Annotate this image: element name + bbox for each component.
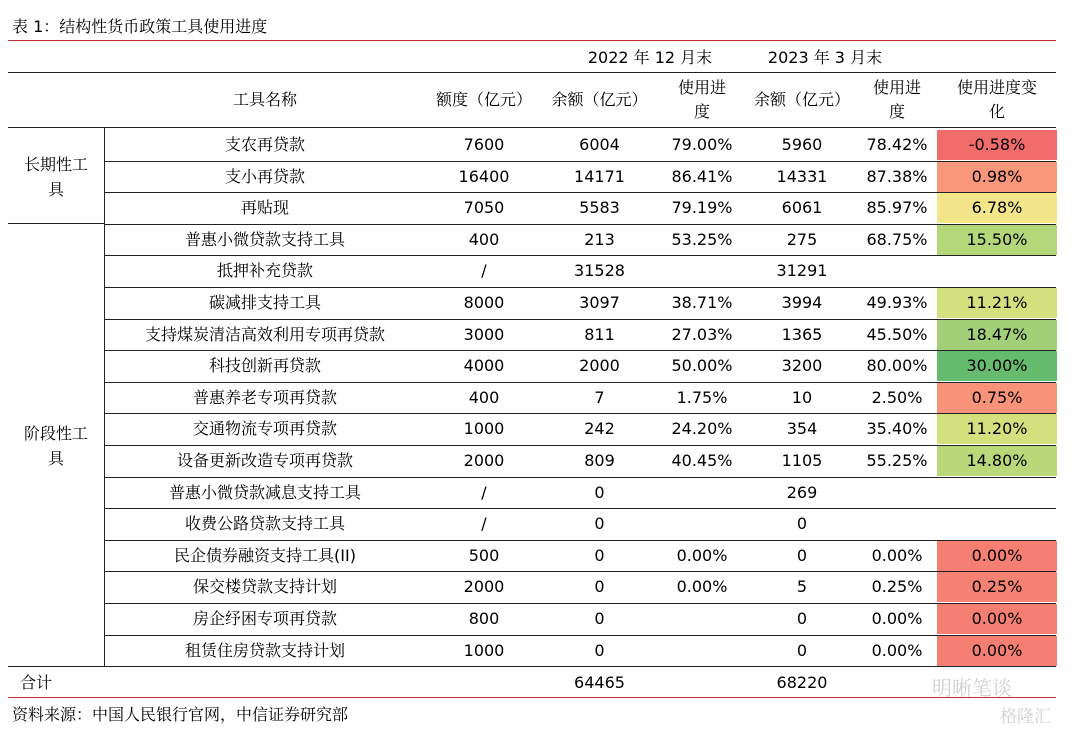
row-progress-2022: 53.25% — [671, 229, 733, 249]
row-progress-2023: 0.00% — [871, 640, 923, 660]
row-change-cell: 30.00% — [937, 351, 1057, 381]
row-name: 普惠小微贷款支持工具 — [184, 229, 345, 249]
row-quota: 8000 — [463, 293, 505, 312]
row-quota: 7050 — [463, 198, 505, 218]
row-balance-2023: 6061 — [781, 198, 823, 218]
col-prog1-header-a: 使用进 — [677, 78, 726, 97]
row-quota: 800 — [468, 609, 500, 628]
row-progress-2022: 27.03% — [671, 324, 733, 344]
row-progress-2023: 0.25% — [871, 577, 923, 597]
row-name: 支持煤炭清洁高效利用专项再贷款 — [144, 324, 385, 344]
row-change-cell: 11.21% — [937, 288, 1057, 318]
watermark-mingxi: 明晰笔谈 — [932, 676, 1012, 700]
row-balance-2022: 6004 — [579, 135, 620, 154]
row-separator — [104, 161, 1056, 162]
row-separator — [104, 382, 1056, 383]
source-note: 资料来源：中国人民银行官网，中信证券研究部 — [12, 705, 349, 724]
row-balance-2023: 1365 — [781, 324, 823, 344]
row-separator — [104, 350, 1056, 351]
row-balance-2023: 0 — [796, 545, 808, 565]
row-progress-2022: 86.41% — [671, 166, 733, 186]
row-name: 设备更新改造专项再贷款 — [176, 451, 353, 470]
row-separator — [104, 192, 1056, 193]
row-balance-2022: 3097 — [579, 293, 620, 312]
row-change-cell: 0.00% — [937, 541, 1057, 571]
row-balance-2023: 10 — [791, 387, 813, 407]
row-balance-2023: 1105 — [781, 451, 823, 470]
row-quota: / — [481, 514, 487, 534]
row-progress-2022: 79.19% — [671, 198, 733, 218]
row-progress-2022: 0.00% — [676, 577, 728, 597]
row-balance-2022: 0 — [594, 545, 605, 565]
row-balance-2022: 242 — [584, 419, 615, 439]
row-quota: 2000 — [463, 577, 505, 597]
row-progress-2023: 35.40% — [866, 419, 928, 439]
group-phased-label-b: 具 — [47, 449, 64, 468]
row-quota: 16400 — [458, 166, 510, 186]
row-balance-2023: 0 — [796, 514, 808, 534]
row-separator — [104, 224, 1056, 225]
row-progress-2023: 45.50% — [866, 324, 928, 344]
row-name: 科技创新再贷款 — [208, 356, 321, 376]
row-name: 房企纾困专项再贷款 — [192, 609, 337, 628]
row-balance-2023: 0 — [796, 640, 808, 660]
row-quota: 3000 — [463, 324, 505, 344]
row-quota: / — [481, 261, 487, 281]
row-balance-2022: 213 — [584, 229, 615, 249]
row-progress-2022: 1.75% — [676, 387, 728, 407]
row-change-cell: 0.00% — [937, 604, 1057, 634]
group-phased-label-a: 阶段性工 — [23, 424, 88, 443]
row-separator — [104, 255, 1056, 256]
row-progress-2023: 0.00% — [871, 609, 923, 628]
row-balance-2022: 14171 — [574, 166, 625, 186]
row-balance-2023: 0 — [796, 609, 808, 628]
row-balance-2022: 811 — [584, 324, 615, 344]
row-separator — [104, 413, 1056, 414]
row-change-cell: 0.98% — [937, 162, 1057, 192]
group-long-term-label-a: 长期性工 — [23, 155, 88, 174]
row-separator — [104, 603, 1056, 604]
row-name: 民企债券融资支持工具(II) — [174, 545, 356, 565]
row-change-cell: -0.58% — [937, 130, 1057, 160]
total-bal2: 68220 — [776, 673, 828, 692]
row-quota: 400 — [468, 229, 500, 249]
row-balance-2023: 5 — [796, 577, 808, 597]
row-progress-2023: 2.50% — [871, 387, 923, 407]
row-balance-2022: 0 — [594, 609, 605, 628]
col-quota-header: 额度（亿元） — [435, 90, 532, 109]
row-balance-2023: 5960 — [781, 135, 823, 154]
col-name-header: 工具名称 — [232, 90, 297, 109]
row-balance-2023: 354 — [786, 419, 818, 439]
row-balance-2023: 3994 — [781, 293, 823, 312]
row-progress-2023: 55.25% — [866, 451, 928, 470]
row-progress-2022: 38.71% — [671, 293, 733, 312]
row-balance-2022: 2000 — [579, 356, 620, 376]
row-name: 抵押补充贷款 — [216, 261, 313, 281]
row-balance-2022: 0 — [594, 640, 605, 660]
row-separator — [104, 477, 1056, 478]
header-rule — [8, 72, 1056, 73]
row-separator — [104, 508, 1056, 509]
row-change-cell: 18.47% — [937, 320, 1057, 350]
row-quota: 4000 — [463, 356, 505, 376]
col-prog2-header-b: 度 — [888, 102, 905, 121]
row-quota: 1000 — [463, 640, 505, 660]
row-name: 收费公路贷款支持工具 — [184, 514, 345, 534]
row-balance-2022: 0 — [594, 577, 605, 597]
row-progress-2022: 79.00% — [671, 135, 733, 154]
row-progress-2023: 80.00% — [866, 356, 928, 376]
row-change-cell: 0.75% — [937, 383, 1057, 413]
body-top-rule — [8, 127, 1056, 128]
total-bal1: 64465 — [574, 673, 625, 692]
col-prog2-header-a: 使用进 — [872, 78, 921, 97]
row-separator — [104, 287, 1056, 288]
row-name: 普惠小微贷款减息支持工具 — [168, 482, 361, 502]
row-change-cell: 11.20% — [937, 414, 1057, 444]
row-balance-2023: 31291 — [776, 261, 828, 281]
row-balance-2023: 269 — [786, 482, 818, 502]
row-balance-2022: 0 — [594, 482, 605, 502]
row-progress-2022: 24.20% — [671, 419, 733, 439]
row-separator — [104, 571, 1056, 572]
row-progress-2023: 68.75% — [866, 229, 928, 249]
period-header-2022: 2022 年 12 月末 — [587, 48, 713, 67]
row-progress-2023: 49.93% — [866, 293, 928, 312]
row-balance-2022: 31528 — [574, 261, 625, 281]
row-name: 租赁住房贷款支持计划 — [184, 640, 345, 660]
bottom-rule — [8, 697, 1056, 698]
table-title: 表 1：结构性货币政策工具使用进度 — [12, 17, 268, 36]
row-balance-2022: 0 — [594, 514, 605, 534]
row-quota: 7600 — [463, 135, 505, 154]
col-bal2-header: 余额（亿元） — [753, 90, 850, 109]
group-separator — [8, 223, 104, 224]
row-change-cell: 0.00% — [937, 636, 1057, 666]
row-balance-2023: 3200 — [781, 356, 823, 376]
row-balance-2023: 275 — [786, 229, 818, 249]
row-progress-2022: 0.00% — [676, 545, 728, 565]
row-name: 保交楼贷款支持计划 — [192, 577, 337, 597]
row-progress-2023: 0.00% — [871, 545, 923, 565]
row-separator — [104, 319, 1056, 320]
col-prog1-header-b: 度 — [693, 102, 710, 121]
col-change-header-b: 化 — [988, 102, 1005, 121]
row-quota: / — [481, 482, 487, 502]
watermark-gelonghui: 格隆汇 — [1000, 707, 1051, 727]
row-balance-2022: 7 — [594, 387, 605, 407]
group-long-term-label-b: 具 — [47, 180, 64, 199]
row-balance-2022: 809 — [584, 451, 615, 470]
top-rule — [8, 40, 1056, 41]
row-separator — [104, 540, 1056, 541]
row-quota: 2000 — [463, 451, 505, 470]
row-progress-2023: 78.42% — [866, 135, 928, 154]
row-progress-2022: 50.00% — [671, 356, 733, 376]
period-header-2023: 2023 年 3 月末 — [767, 48, 883, 67]
row-change-cell: 0.25% — [937, 572, 1057, 602]
row-balance-2022: 5583 — [579, 198, 620, 218]
row-change-cell: 14.80% — [937, 446, 1057, 476]
row-separator — [104, 445, 1056, 446]
row-progress-2023: 85.97% — [866, 198, 928, 218]
row-name: 普惠养老专项再贷款 — [192, 387, 337, 407]
col-change-header-a: 使用进度变 — [956, 78, 1037, 97]
row-change-cell: 15.50% — [937, 225, 1057, 255]
col-bal1-header: 余额（亿元） — [551, 90, 648, 109]
row-name: 支小再贷款 — [224, 166, 305, 186]
total-label: 合计 — [20, 673, 53, 692]
row-quota: 500 — [468, 545, 500, 565]
row-name: 支农再贷款 — [224, 135, 305, 154]
row-progress-2022: 40.45% — [671, 451, 733, 470]
total-top-rule — [8, 666, 1056, 667]
row-name: 再贴现 — [240, 198, 289, 218]
row-name: 碳减排支持工具 — [208, 293, 321, 312]
row-separator — [104, 635, 1056, 636]
row-quota: 1000 — [463, 419, 505, 439]
row-name: 交通物流专项再贷款 — [192, 419, 337, 439]
row-progress-2023: 87.38% — [866, 166, 928, 186]
row-change-cell: 6.78% — [937, 193, 1057, 223]
row-quota: 400 — [468, 387, 500, 407]
row-balance-2023: 14331 — [776, 166, 828, 186]
